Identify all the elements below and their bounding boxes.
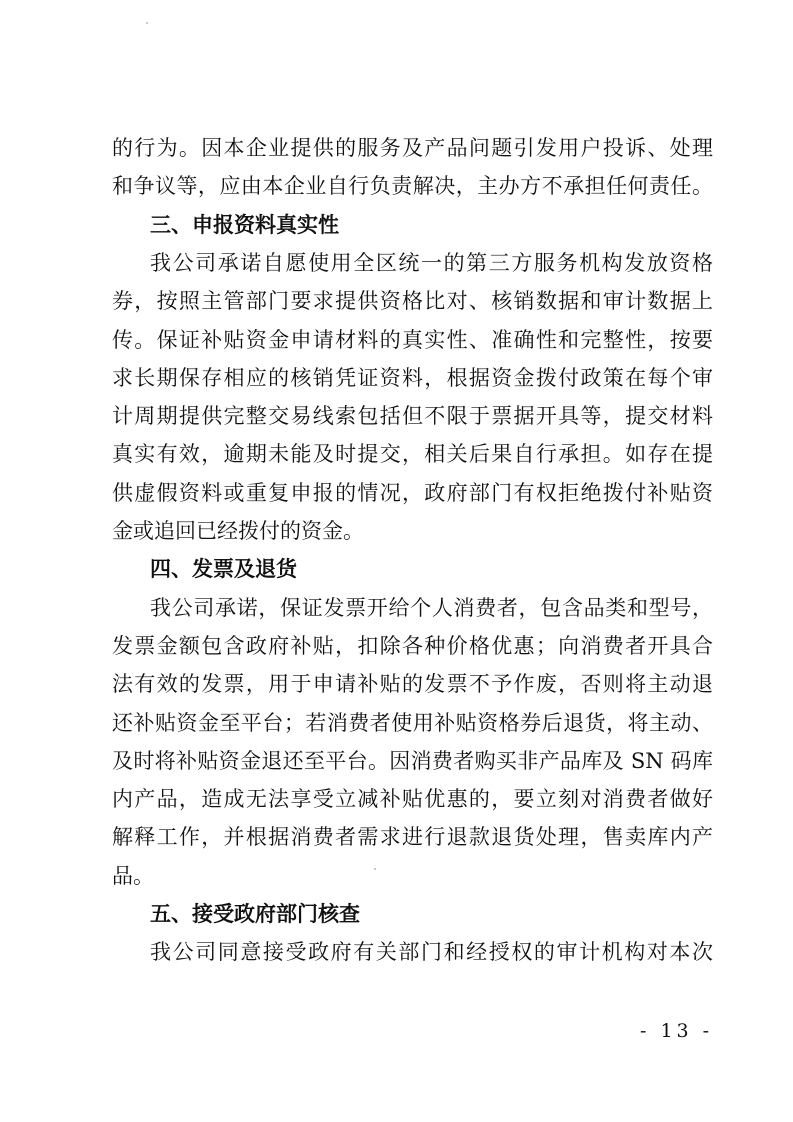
- text-line: 传。保证补贴资金申请材料的真实性、准确性和完整性，按要: [112, 327, 713, 352]
- text-line: 我公司同意接受政府有关部门和经授权的审计机构对本次: [150, 940, 713, 965]
- text-line: 券，按照主管部门要求提供资格比对、核销数据和审计数据上: [112, 289, 713, 314]
- text-line: 法有效的发票，用于申请补贴的发票不予作废，否则将主动退: [112, 672, 713, 697]
- text-line: 真实有效，逾期未能及时提交，相关后果自行承担。如存在提: [112, 442, 713, 467]
- text-line: 品。: [112, 863, 154, 888]
- section-heading: 五、接受政府部门核查: [150, 902, 360, 926]
- text-line: 和争议等，应由本企业自行负责解决，主办方不承担任何责任。: [112, 174, 713, 199]
- text-line: 计周期提供完整交易线索包括但不限于票据开具等，提交材料: [112, 404, 713, 429]
- text-line: 金或追回已经拨付的资金。: [112, 519, 364, 543]
- text-line: 还补贴资金至平台；若消费者使用补贴资格券后退货，将主动、: [112, 710, 713, 735]
- section-heading: 四、发票及退货: [150, 557, 297, 582]
- text-line: 求长期保存相应的核销凭证资料，根据资金拨付政策在每个审: [112, 365, 713, 390]
- text-line: 内产品，造成无法享受立减补贴优惠的，要立刻对消费者做好: [112, 787, 713, 812]
- scan-artifact: [146, 22, 148, 24]
- page-number: - 13 -: [640, 1020, 714, 1042]
- section-heading: 三、申报资料真实性: [150, 212, 339, 237]
- text-line: 供虚假资料或重复申报的情况，政府部门有权拒绝拨付补贴资: [112, 480, 713, 505]
- text-line: 的行为。因本企业提供的服务及产品问题引发用户投诉、处理: [112, 136, 713, 160]
- text-line: 解释工作，并根据消费者需求进行退款退货处理，售卖库内产: [112, 825, 713, 850]
- text-line: 及时将补贴资金退还至平台。因消费者购买非产品库及 SN 码库: [112, 748, 713, 773]
- text-line: 我公司承诺自愿使用全区统一的第三方服务机构发放资格: [150, 250, 713, 275]
- text-line: 我公司承诺，保证发票开给个人消费者，包含品类和型号，: [150, 595, 713, 620]
- scan-artifact: [374, 868, 376, 870]
- text-line: 发票金额包含政府补贴，扣除各种价格优惠；向消费者开具合: [112, 633, 713, 658]
